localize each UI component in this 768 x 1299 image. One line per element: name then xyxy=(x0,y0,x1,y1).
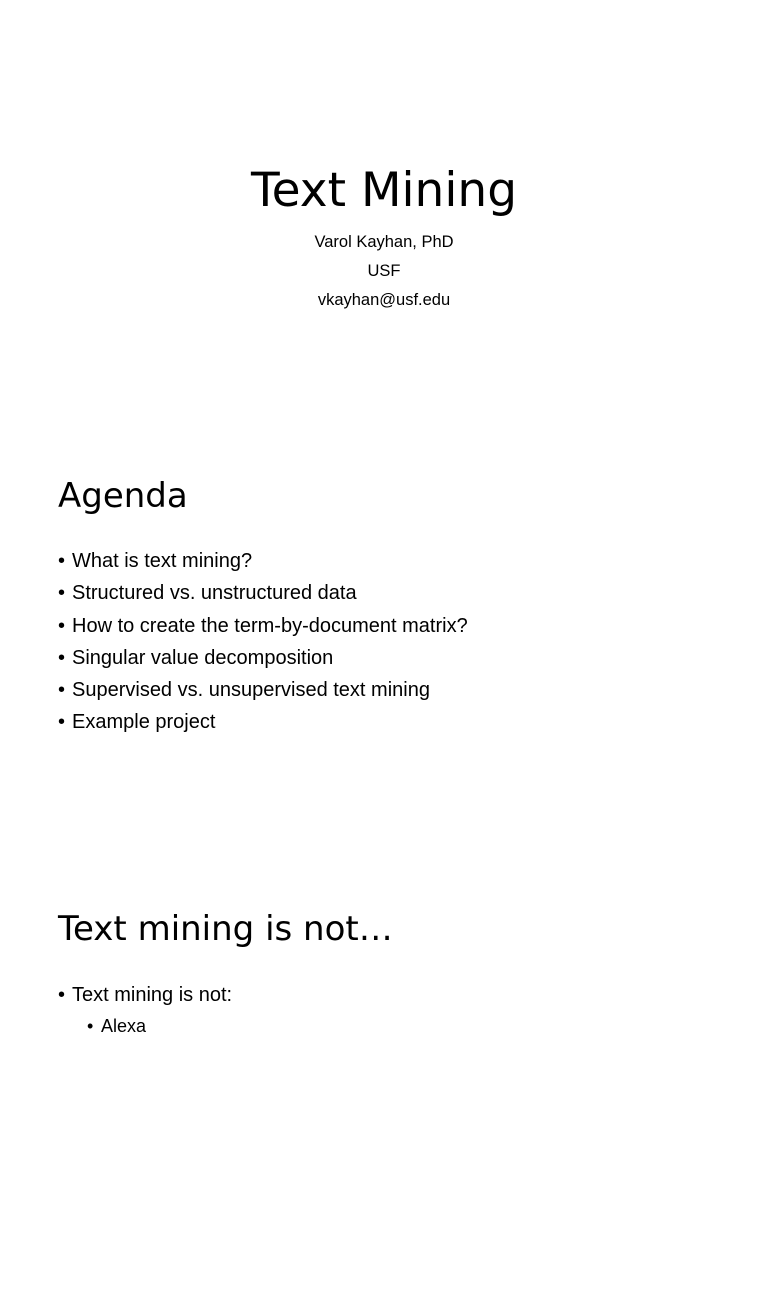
author-email: vkayhan@usf.edu xyxy=(317,291,451,309)
author-info xyxy=(0,228,768,315)
bullet-icon: • xyxy=(58,711,66,734)
slide-title: Agenda xyxy=(58,476,188,516)
list-item xyxy=(58,674,468,706)
bullet-icon: • xyxy=(58,984,66,1006)
bullet-icon: • xyxy=(58,582,66,605)
bullet-list xyxy=(58,979,232,1041)
list-item xyxy=(58,610,468,642)
slide-title: Text mining is not… xyxy=(58,909,393,949)
sub-list-item xyxy=(87,1011,232,1041)
text-mining-is-not-slide xyxy=(0,866,768,1299)
agenda-list xyxy=(58,545,468,739)
bullet-icon: • xyxy=(58,679,66,702)
agenda-slide xyxy=(0,433,768,866)
list-item-text: Text mining is not: xyxy=(72,984,233,1006)
list-item xyxy=(58,642,468,674)
bullet-icon: • xyxy=(58,550,66,572)
list-item-text: Singular value decomposition xyxy=(72,646,334,669)
sub-list-container xyxy=(58,1011,232,1041)
sub-bullet-list xyxy=(58,1011,232,1041)
list-item-text: Example project xyxy=(72,711,216,734)
title-slide xyxy=(0,0,768,433)
list-item-text: Supervised vs. unsupervised text mining xyxy=(72,679,430,702)
list-item xyxy=(58,979,232,1011)
presentation-title: Text Mining xyxy=(250,163,518,218)
list-item xyxy=(58,706,468,738)
sub-list-item-text: Alexa xyxy=(101,1016,147,1037)
list-item-text: Structured vs. unstructured data xyxy=(72,582,357,605)
author-name: Varol Kayhan, PhD xyxy=(314,233,454,251)
list-item xyxy=(58,577,468,609)
author-affiliation: USF xyxy=(367,262,401,280)
list-item-text: What is text mining? xyxy=(72,550,253,572)
list-item xyxy=(58,545,468,577)
list-item-text: How to create the term-by-document matrix? xyxy=(72,614,468,637)
bullet-icon: • xyxy=(58,614,66,637)
bullet-icon: • xyxy=(87,1016,94,1037)
bullet-icon: • xyxy=(58,646,66,669)
